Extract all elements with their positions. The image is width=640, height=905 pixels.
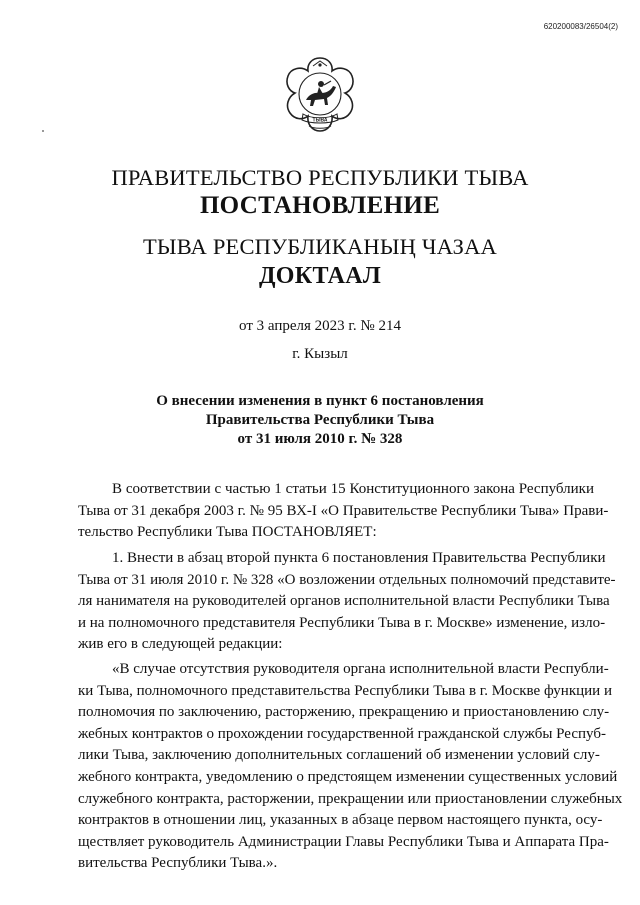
document-registration-code: 620200083/26504(2) [543, 22, 618, 31]
text-line: ки Тыва, полномочного представительства Республики Тыва в г. Москве функции и [78, 682, 612, 699]
text-line: Тыва от 31 июля 2010 г. № 328 «О возложении отдельных полномочий представите- [78, 571, 616, 588]
new-wording-paragraph [78, 659, 623, 875]
text-line: жебных контрактов о прохождении государственной гражданской службы Респуб- [78, 725, 606, 742]
margin-dot [42, 130, 44, 132]
government-title-ru: ПРАВИТЕЛЬСТВО РЕСПУБЛИКИ ТЫВА [111, 165, 529, 190]
emblem-label: ТЫВА [312, 117, 328, 124]
text-line: тельство Республики Тыва ПОСТАНОВЛЯЕТ: [78, 524, 377, 541]
text-line: жебного контракта, уведомлению о предстоящем изменении существенных условий [78, 768, 618, 785]
text-line: ля нанимателя на руководителей органов исполнительной власти Республики Тыва [78, 593, 610, 610]
subject-line: Правительства Республики Тыва [205, 412, 435, 428]
text-line: вительства Республики Тыва.». [78, 855, 278, 872]
decree-subject [0, 392, 640, 449]
text-line: контрактов в отношении лиц, указанных в абзаце первом настоящего пункта, осу- [78, 812, 603, 829]
text-line: «В случае отсутствия руководителя органа исполнительной власти Республи- [112, 661, 609, 677]
text-line: лики Тыва, заключению дополнительных соглашений об изменении условий слу- [78, 747, 600, 764]
subject-line: от 31 июля 2010 г. № 328 [237, 431, 403, 447]
tuva-coat-of-arms-icon [281, 56, 359, 142]
text-line: В соответствии с частью 1 статьи 15 Конституционного закона Республики [112, 481, 594, 497]
preamble-paragraph [78, 479, 609, 544]
text-line: Тыва от 31 декабря 2003 г. № 95 ВХ-I «О Правительстве Республики Тыва» Прави- [78, 502, 609, 519]
text-line: 1. Внести в абзац второй пункта 6 постановления Правительства Республики [112, 550, 606, 566]
text-line: ществляет руководитель Администрации Главы Республики Тыва и Аппарата Пра- [78, 833, 609, 850]
decree-city: г. Кызыл [292, 346, 348, 362]
text-line: жив его в следующей редакции: [78, 636, 283, 653]
text-line: полномочия по заключению, расторжению, прекращению и приостановлению слу- [78, 704, 610, 721]
decree-title-tyv: ДОКТААЛ [258, 263, 382, 289]
subject-line: О внесении изменения в пункт 6 постановления [156, 393, 484, 409]
decree-date-number: от 3 апреля 2023 г. № 214 [239, 318, 401, 334]
text-line: служебного контракта, расторжении, прекращении или приостановлении служебных [78, 790, 623, 807]
decree-title-ru: ПОСТАНОВЛЕНИЕ [199, 192, 441, 219]
text-line: и на полномочного представителя Республики Тыва в г. Москве» изменение, изло- [78, 614, 606, 631]
clause-1-paragraph [78, 548, 616, 656]
government-title-tyv: ТЫВА РЕСПУБЛИКАНЫҢ ЧАЗАА [142, 234, 498, 259]
